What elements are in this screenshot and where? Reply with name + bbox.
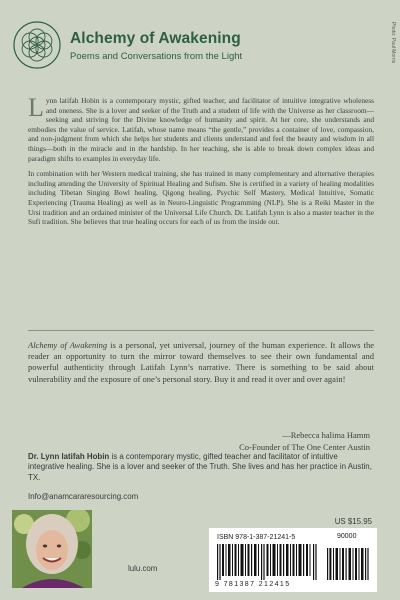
section-divider	[28, 330, 374, 331]
bio-paragraph-1-text: ynn latifah Hobin is a contemporary mystic, gifted teacher, and facilitator of intuitive integrative wholeness and oneness. She is a lover and seeker of the Truth and a student of life with the Universe as her classroom—seeking and striving for the Divine knowledge of humanity and spirit. At her core, she understands and embodies the value of service. Latifah, whose name means “the gentle,” provides a container of love, compassion, and non-judgment from which she helps her students and clients understand and feel the beauty and wisdom in all things—both in the miracle and in the hardship. In her teaching, she is able to break down complex ideas and paradigm shifts to examples in everyday life.	[28, 96, 374, 163]
author-biography	[28, 93, 374, 233]
author-portrait	[12, 510, 92, 588]
endorsement-text: is a personal, yet universal, journey of the human experience. It allows the reader an opportunity to turn the mirror toward themselves to see their own fundamental and powerful authenticity through Latifah Lynn’s narrative. There is something to be said about vulnerability and the exposure of one’s personal story. Buy it and read it over and over again!	[28, 340, 374, 384]
endorsement-author-title: Co-Founder of The One Center Austin	[239, 442, 370, 452]
barcode-digits: 9 781387 212415	[215, 581, 291, 588]
bio-paragraph-1	[28, 93, 374, 163]
isbn-number: ISBN 978-1-387-21241-5	[217, 534, 296, 541]
barcode-bars	[217, 544, 317, 580]
contact-email: Info@anamcararesourcing.com	[28, 492, 139, 501]
barcode-addon-code: 90000	[337, 533, 357, 540]
bio-paragraph-2: In combination with her Western medical training, she has trained in many complementary and alternative therapies including attending the University of Spiritual Healing and Sufism. She is certified in a variety of healing modalities including Tibetan Singing Bowl healing, Qigong healing, Psychic Self Mastery, Medical Intuitive, Somatic Experiencing (Trauma Healing) as well as in Neuro-Linguistic Programming (NLP). She is a Reiki Master in the Ursi tradition and an ordained minister of the Universal Life Church. Dr. Latifah Lynn is also a master teacher in the Sufi tradition. She believes that true healing occurs for each of us from the inside out.	[28, 169, 374, 227]
publisher-label: lulu.com	[128, 564, 158, 573]
author-blurb	[28, 452, 374, 483]
price-label: US $15.95	[334, 517, 372, 526]
barcode-addon-bars	[327, 544, 369, 580]
book-title: Alchemy of Awakening	[70, 30, 241, 47]
author-blurb-text: is a contemporary mystic, gifted teacher and facilitator of intuitive integrative healing. She is a lover and seeker of the Truth. She lives and has her practice in Austin, TX.	[28, 452, 372, 482]
author-name: Dr. Lynn latifah Hobin	[28, 452, 110, 461]
drop-cap: L	[28, 93, 44, 122]
endorsement-book-title: Alchemy of Awakening	[28, 340, 108, 350]
photo-credit: Photo: Paul Morris	[390, 22, 396, 64]
seed-of-life-logo-icon	[12, 20, 62, 70]
endorsement-quote	[28, 340, 374, 385]
isbn-barcode	[209, 528, 377, 592]
endorsement-author: —Rebecca halima Hamm	[282, 430, 370, 440]
book-subtitle: Poems and Conversations from the Light	[70, 51, 243, 62]
